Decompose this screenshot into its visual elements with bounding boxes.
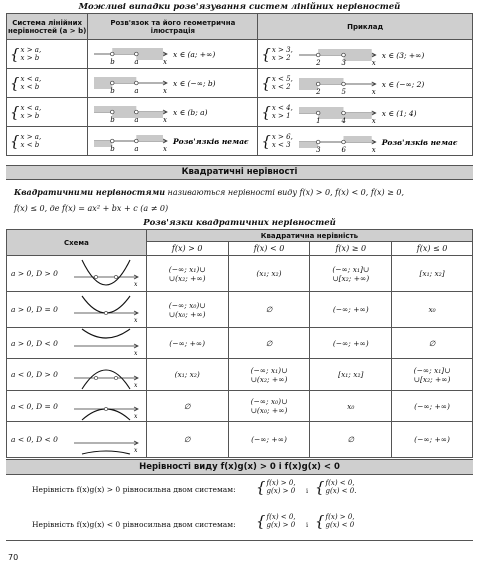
section-quadratic-title: Квадратичні нерівності (6, 165, 473, 180)
number-line (293, 41, 469, 67)
definition-term: Квадратичними нерівностями (14, 187, 166, 197)
number-line (88, 69, 256, 95)
hatch-region (94, 106, 136, 112)
tick-label-a: a (134, 116, 139, 124)
system-line: x < b (20, 83, 40, 91)
answer-text: x ∈ (−∞; b) (173, 79, 216, 88)
tick-label-a: 3 (341, 59, 346, 67)
answer-line: (−∞; +∞) (251, 435, 287, 444)
parabola-graph (72, 360, 142, 390)
t2-answer-cell (146, 359, 228, 391)
parabola-curve (82, 370, 130, 389)
t2-answer-cell (228, 328, 310, 359)
root-x1 (94, 376, 97, 379)
t1-example-cell (258, 127, 473, 156)
axis-label-x: x (133, 280, 138, 288)
answer-line: ∪(x₂; +∞) (168, 273, 206, 283)
brace: { (10, 131, 20, 150)
tick-label-a: 5 (341, 88, 346, 96)
example-wrap (258, 128, 472, 154)
parabola-curve (82, 296, 130, 313)
tick-label-b: 2 (316, 88, 321, 96)
quadratic-solutions-table (6, 229, 473, 458)
parabola-graph (72, 425, 142, 455)
page-number: 70 (8, 553, 19, 562)
point-a (342, 82, 346, 86)
answer-text: Розв'язків немає (381, 138, 458, 147)
product-line-1 (32, 485, 236, 494)
point-b (111, 139, 115, 143)
t1-illustration-cell (88, 69, 258, 98)
system-line: x < 4, (271, 103, 293, 112)
point-a (342, 111, 346, 115)
t2-answer-cell (310, 256, 392, 292)
point-a (135, 52, 139, 56)
t2-row (7, 328, 473, 359)
axis-label-x: x (133, 381, 138, 389)
t1-row (7, 98, 473, 127)
t2-answer-cell (310, 391, 392, 422)
scheme-wrap (7, 360, 146, 390)
t2-answer-cell (392, 391, 473, 422)
answer-line: ∅ (428, 338, 436, 348)
axis-label-x: x (371, 88, 376, 96)
answer-line: ∅ (347, 435, 355, 444)
example-wrap (258, 99, 472, 125)
scheme-condition: a < 0, D = 0 (11, 401, 58, 411)
quadratic-definition (14, 184, 474, 217)
definition-line2: f(x) ≤ 0, де f(x) = ax² + bx + c (a ≠ 0) (14, 204, 169, 213)
t1-row (7, 127, 473, 156)
axis-label-x: x (133, 446, 138, 454)
sys-line: g(x) > 0 (266, 521, 296, 530)
number-line (88, 40, 256, 66)
system-line: x < 5, (271, 74, 293, 83)
answer-line: (−∞; +∞) (332, 338, 369, 348)
t1-illustration-cell (88, 40, 258, 69)
scheme-condition: a < 0, D > 0 (11, 370, 58, 379)
point-b (316, 53, 320, 57)
tick-label-b: b (110, 116, 116, 124)
t2-answer-cell (392, 292, 473, 328)
axis-label-x: x (163, 116, 168, 124)
tick-label-b: 3 (316, 146, 321, 154)
tick-label-a: a (134, 58, 139, 66)
parabola-graph (72, 328, 142, 358)
tick-label-b: b (110, 58, 116, 66)
product-line-2-system-1: { f(x) < 0, g(x) > 0 (256, 511, 296, 530)
example-wrap (258, 41, 472, 67)
axis-label-x: x (371, 146, 376, 154)
t1-illustration-cell (88, 98, 258, 127)
t2-col-ge: f(x) ≥ 0 (310, 242, 392, 256)
axis-label-x: x (133, 413, 138, 420)
brace: { (10, 102, 20, 121)
t2-header-scheme: Схема (7, 230, 147, 256)
axis-label-x: x (163, 58, 168, 66)
t1-example-cell (258, 98, 473, 127)
tick-label-b: 2 (316, 59, 321, 67)
sys-line: f(x) < 0, (266, 513, 296, 521)
axis-label-x: x (371, 117, 376, 125)
axis-label-x: x (371, 59, 376, 67)
answer-line: (x₁; x₂) (256, 269, 282, 278)
product-line-1-system-1: { f(x) > 0, g(x) > 0 (256, 477, 296, 496)
hatch-region (299, 78, 343, 84)
t1-example-cell (258, 69, 473, 98)
system-line: x > a, (20, 45, 42, 54)
parabola-graph (72, 259, 142, 289)
t2-answer-cell (228, 256, 310, 292)
t2-answer-cell (392, 256, 473, 292)
t2-scheme-cell (7, 359, 147, 391)
parabola-curve (82, 329, 130, 338)
system-line: x > 2 (271, 54, 291, 62)
parabola-curve (82, 451, 130, 454)
answer-text: x ∈ (b; a) (173, 108, 208, 117)
answer-line: ∪[x₂; +∞) (332, 273, 370, 283)
answer-line: (−∞; x₀)∪ (250, 397, 288, 406)
number-line (88, 98, 256, 124)
sys-line: g(x) < 0. (325, 487, 357, 496)
answer-line: (−∞; x₁)∪ (250, 365, 288, 375)
point-b (316, 111, 320, 115)
root-x2 (114, 275, 117, 278)
section-product-title: Нерівності виду f(x)g(x) > 0 і f(x)g(x) < 0 (6, 459, 473, 475)
t1-header-example: Приклад (258, 14, 473, 40)
scheme-condition: a > 0, D < 0 (11, 338, 58, 348)
brace: { (10, 73, 20, 92)
t2-row (7, 422, 473, 458)
t2-answer-cell (146, 256, 228, 292)
hatch-region (343, 136, 371, 142)
brace: { (261, 131, 271, 150)
brace: { (261, 102, 271, 121)
t2-answer-cell (310, 292, 392, 328)
product-line-1-system-2: { f(x) < 0, g(x) < 0. (315, 477, 357, 496)
point-b (316, 140, 320, 144)
system-line: x < 2 (271, 83, 291, 91)
conj-and: і (306, 487, 309, 495)
inequality-system (7, 46, 41, 62)
tick-label-a: a (134, 145, 139, 153)
t2-col-gt: f(x) > 0 (146, 242, 228, 256)
product-line-2-system-2: { f(x) > 0, g(x) < 0 (315, 511, 355, 530)
point-b (111, 52, 115, 56)
scheme-wrap (7, 391, 146, 421)
system-line: x > 1 (271, 112, 291, 120)
t2-row (7, 292, 473, 328)
t1-system-cell (7, 40, 88, 69)
answer-text: Розв'язків немає (173, 137, 249, 146)
answer-text: x ∈ (3; +∞) (381, 51, 425, 60)
t2-answer-cell (392, 422, 473, 458)
product-line-2-label: Нерівність f(x)g(x) < 0 рівносильна двом системам: (32, 520, 236, 529)
linear-systems-table (6, 13, 473, 156)
tick-label-b: 1 (316, 117, 321, 125)
t2-answer-cell (228, 422, 310, 458)
scheme-wrap (7, 328, 146, 358)
t2-answer-cell (146, 422, 228, 458)
answer-text: x ∈ (a; +∞) (173, 50, 216, 59)
t1-system-cell (7, 98, 88, 127)
t2-answer-cell (146, 391, 228, 422)
scheme-wrap (7, 259, 146, 289)
system-line: x > b (20, 54, 40, 62)
sys-line: f(x) > 0, (266, 479, 296, 487)
brace: { (261, 73, 271, 92)
system-line: x > b (20, 112, 40, 120)
definition-text: називаються нерівності виду f(x) > 0, f(x) < 0, f(x) ≥ 0, (165, 188, 404, 197)
t2-answer-cell (392, 328, 473, 359)
root-x1 (94, 275, 97, 278)
t2-scheme-cell (7, 256, 147, 292)
inequality-system (7, 133, 41, 149)
t2-answer-cell (310, 359, 392, 391)
t2-answer-cell (146, 328, 228, 359)
root-x0 (104, 311, 107, 314)
parabola-graph (72, 391, 142, 421)
subtitle-solutions: Розв'язки квадратичних нерівностей (143, 218, 336, 228)
t1-illustration-cell (88, 127, 258, 156)
product-line-1-label: Нерівність f(x)g(x) > 0 рівносильна двом системам: (32, 485, 236, 494)
t2-answer-cell (228, 391, 310, 422)
brace: { (10, 44, 20, 63)
system-line: x > 3, (271, 45, 293, 54)
answer-line: [x₁; x₂] (419, 269, 445, 278)
scheme-condition: a > 0, D > 0 (11, 269, 58, 278)
point-a (342, 140, 346, 144)
answer-line: [x₁; x₂] (338, 370, 364, 379)
t1-example-cell (258, 40, 473, 69)
hatch-region (343, 55, 371, 61)
point-b (316, 82, 320, 86)
answer-line: ∪[x₂; +∞) (413, 374, 451, 384)
inequality-system (258, 46, 293, 62)
answer-text: x ∈ (1; 4) (381, 109, 417, 118)
scheme-condition: a > 0, D = 0 (11, 305, 58, 314)
t2-header-group: Квадратична нерівність (146, 230, 472, 242)
t1-system-cell (7, 127, 88, 156)
product-line-2 (32, 520, 236, 529)
system-line: x < a, (20, 103, 42, 112)
point-a (135, 110, 139, 114)
t2-row (7, 256, 473, 292)
t2-answer-cell (146, 292, 228, 328)
root-x2 (114, 376, 117, 379)
inequality-system (258, 75, 293, 91)
answer-line: (−∞; x₁]∪ (332, 264, 370, 274)
t2-row (7, 359, 473, 391)
answer-line: (−∞; x₀)∪ (168, 300, 206, 310)
answer-line: x₀ (428, 305, 436, 314)
hatch-region (299, 107, 343, 113)
t2-col-le: f(x) ≤ 0 (392, 242, 473, 256)
t1-header-system: Система лінійних нерівностей (a > b) (7, 14, 88, 40)
answer-line: ∅ (265, 305, 273, 314)
parabola-graph (72, 295, 142, 325)
conj-and: і (306, 521, 309, 529)
system-line: x < 3 (271, 141, 291, 149)
answer-line: (−∞; +∞) (332, 305, 369, 314)
inequality-system (258, 104, 293, 120)
t2-scheme-cell (7, 391, 147, 422)
inequality-system (7, 104, 41, 120)
inequality-system (258, 133, 293, 149)
number-line (293, 99, 469, 125)
hatch-region (137, 135, 164, 141)
t2-scheme-cell (7, 328, 147, 359)
answer-line: ∪(x₀; +∞) (168, 309, 206, 319)
number-line (293, 70, 469, 96)
tick-label-a: a (134, 87, 139, 95)
t2-answer-cell (228, 292, 310, 328)
axis-label-x: x (133, 316, 138, 324)
number-line (293, 128, 469, 154)
tick-label-a: 6 (341, 146, 346, 154)
t2-scheme-cell (7, 422, 147, 458)
t2-row (7, 391, 473, 422)
t2-answer-cell (310, 422, 392, 458)
answer-line: ∅ (183, 435, 191, 444)
t2-answer-cell (392, 359, 473, 391)
answer-line: ∪(x₂; +∞) (250, 374, 288, 384)
t1-system-cell (7, 69, 88, 98)
t1-header-solution: Розв'язок та його геометрична ілюстрація (88, 14, 258, 40)
axis-label-x: x (133, 350, 138, 357)
point-a (342, 53, 346, 57)
answer-text: x ∈ (−∞; 2) (381, 80, 425, 89)
sys-line: g(x) < 0 (325, 521, 355, 530)
hatch-region (137, 54, 164, 60)
answer-line: (−∞; +∞) (414, 401, 450, 411)
answer-line: ∪(x₀; +∞) (250, 406, 288, 415)
t2-answer-cell (310, 328, 392, 359)
point-b (111, 81, 115, 85)
t1-row (7, 40, 473, 69)
system-line: x > a, (20, 132, 42, 141)
scheme-condition: a < 0, D < 0 (11, 435, 58, 444)
brace: { (261, 44, 271, 63)
root-x0 (104, 407, 107, 410)
answer-line: ∅ (183, 401, 191, 411)
point-a (135, 81, 139, 85)
tick-label-b: b (110, 87, 116, 95)
sys-line: g(x) > 0 (266, 487, 296, 496)
axis-label-x: x (163, 145, 168, 153)
answer-line: (−∞; x₁)∪ (168, 264, 206, 274)
product-inequalities-box (6, 475, 473, 541)
system-line: x < b (20, 141, 40, 149)
axis-label-x: x (163, 87, 168, 95)
parabola-curve (82, 260, 130, 285)
point-b (111, 110, 115, 114)
answer-line: x₀ (347, 401, 355, 411)
system-line: x < a, (20, 74, 42, 83)
t1-row (7, 69, 473, 98)
scheme-wrap (7, 295, 146, 325)
hatch-region (94, 77, 136, 83)
tick-label-a: 4 (341, 117, 346, 125)
answer-line: (−∞; +∞) (414, 435, 450, 444)
scheme-wrap (7, 425, 146, 455)
sys-line: f(x) > 0, (325, 513, 355, 521)
t2-answer-cell (228, 359, 310, 391)
point-a (135, 139, 139, 143)
example-wrap (258, 70, 472, 96)
t2-col-lt: f(x) < 0 (228, 242, 310, 256)
answer-line: ∅ (265, 338, 273, 348)
tick-label-b: b (110, 145, 116, 153)
t2-scheme-cell (7, 292, 147, 328)
top-title: Можливі випадки розв'язування систем лінійних нерівностей (78, 2, 401, 12)
number-line (88, 127, 256, 153)
system-line: x > 6, (271, 132, 293, 141)
answer-line: (−∞; +∞) (169, 338, 206, 348)
inequality-system (7, 75, 41, 91)
answer-line: (x₁; x₂) (174, 370, 200, 379)
answer-line: (−∞; x₁]∪ (413, 365, 451, 375)
sys-line: f(x) < 0, (325, 479, 355, 487)
